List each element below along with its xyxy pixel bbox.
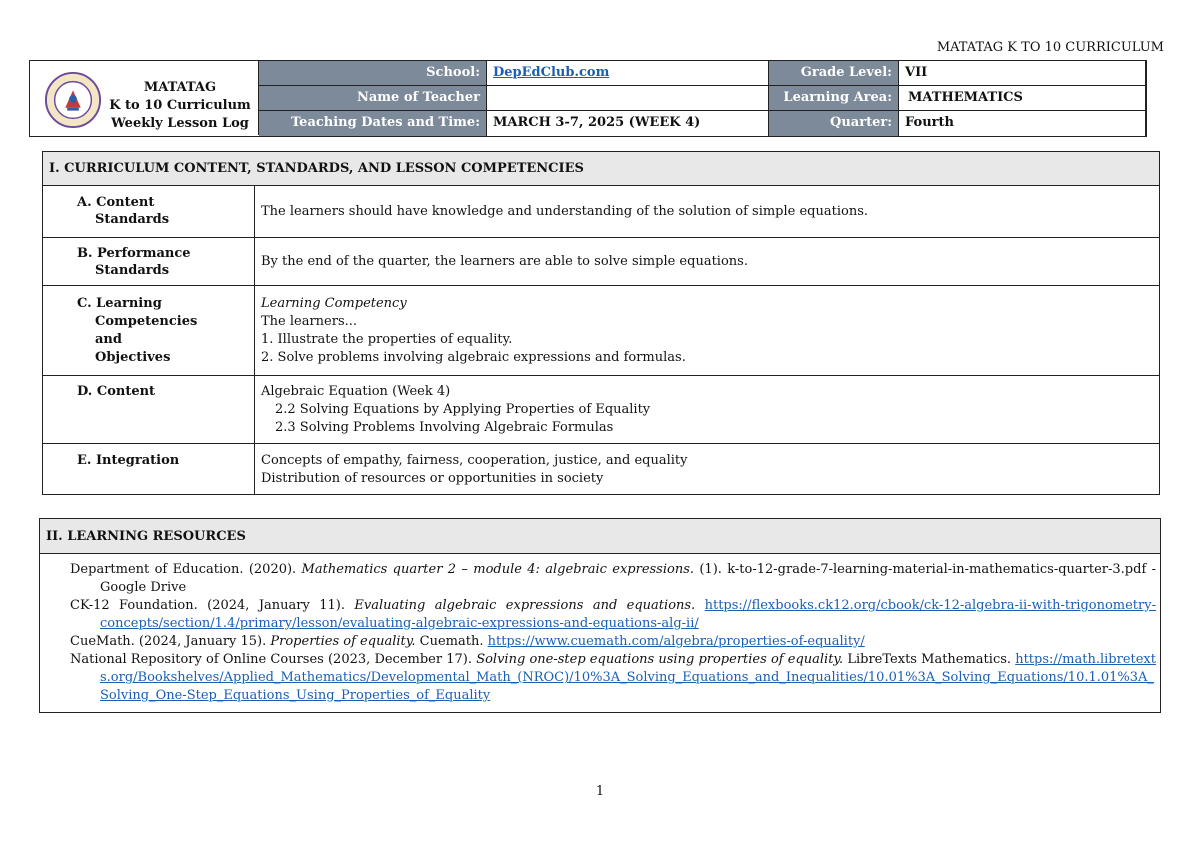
page-number: 1 — [595, 784, 605, 799]
performance-standards-text: By the end of the quarter, the learners are able to solve simple equations. — [261, 254, 748, 269]
learning-area-label: Learning Area: — [769, 86, 899, 111]
header-row-teacher — [259, 86, 1146, 111]
competencies-text: Learning Competency The learners... 1. Illustrate the properties of equality. 2. Solve problems involving algebraic expressions and formulas. — [261, 296, 686, 365]
reference-item: Department of Education. (2020). Mathematics quarter 2 – module 4: algebraic expressions. (1). k-to-12-grade-7-learning-material-in-mathematics-quarter-3.pdf - Google Drive — [70, 562, 1156, 595]
content-standards-label: A. Content Standards — [43, 186, 255, 237]
grade-level-label: Grade Level: — [769, 61, 899, 86]
reference-list — [70, 561, 1156, 705]
logo-line-2: K to 10 Curriculum — [109, 98, 251, 113]
content-text: Algebraic Equation (Week 4) 2.2 Solving Equations by Applying Properties of Equality 2.3 Solving Problems Involving Algebraic Formulas — [261, 384, 651, 435]
performance-standards-row — [43, 238, 1159, 286]
section1-title: I. CURRICULUM CONTENT, STANDARDS, AND LESSON COMPETENCIES — [43, 152, 1159, 186]
integration-label: E. Integration — [43, 444, 255, 494]
competencies-row — [43, 286, 1159, 376]
performance-standards-label: B. Performance Standards — [43, 238, 255, 285]
content-label: D. Content — [43, 376, 255, 443]
quarter-label: Quarter: — [769, 111, 899, 136]
page-header-text: MATATAG K TO 10 CURRICULUM — [936, 40, 1164, 55]
school-label: School: — [259, 61, 487, 86]
competencies-label: C. Learning Competencies and Objectives — [43, 286, 255, 375]
teaching-dates-label: Teaching Dates and Time: — [259, 111, 487, 136]
reference-item: CK-12 Foundation. (2024, January 11). Evaluating algebraic expressions and equations. https://flexbooks.ck12.org/cbook/ck-12-algebra-ii-with-trigonometry-concepts/section/1.4/primary/lesson/evaluating-algebraic-expressions-and-equations-alg-ii/ — [70, 598, 1156, 631]
teacher-label: Name of Teacher — [259, 86, 487, 111]
learning-area-value: MATHEMATICS — [899, 86, 1146, 111]
content-standards-text: The learners should have knowledge and understanding of the solution of simple equations. — [261, 204, 869, 219]
content-row — [43, 376, 1159, 444]
logo-cell — [30, 61, 259, 135]
school-link[interactable]: DepEdClub.com — [487, 61, 769, 86]
integration-text: Concepts of empathy, fairness, cooperation, justice, and equality Distribution of resources or opportunities in society — [261, 453, 688, 486]
content-standards-row — [43, 186, 1159, 238]
logo-title — [105, 79, 255, 133]
quarter-value: Fourth — [899, 111, 1146, 136]
reference-item: CueMath. (2024, January 15). Properties of equality. Cuemath. https://www.cuemath.com/algebra/properties-of-equality/ — [70, 634, 865, 649]
reference-item: National Repository of Online Courses (2023, December 17). Solving one-step equations using properties of equality. LibreTexts Mathematics. https://math.libretexts.org/Bookshelves/Applied_Mathematics/Developmental_Math_(NROC)/10%3A_Solving_Equations_and_Inequalities/10.01%3A_Solving_Equations/10.1.01%3A_Solving_One-Step_Equations_Using_Properties_of_Equality — [70, 652, 1156, 703]
grade-level-value: VII — [899, 61, 1146, 86]
teacher-value — [487, 86, 769, 111]
curriculum-section — [42, 151, 1160, 495]
header-row-dates — [259, 111, 1146, 136]
logo-line-3: Weekly Lesson Log — [111, 116, 249, 131]
lesson-log-header — [29, 60, 1147, 137]
libretexts-link[interactable]: https://math.libretexts.org/Bookshelves/Applied_Mathematics/Developmental_Math_(NROC)/10%3A_Solving_Equations_and_Inequalities/10.01%3A_Solving_Equations/10.1.01%3A_Solving_One-Step_Equations_Using_Properties_of_Equality — [100, 652, 1156, 703]
header-row-school — [259, 61, 1146, 86]
section2-title: II. LEARNING RESOURCES — [40, 519, 1160, 554]
ck12-link[interactable]: https://flexbooks.ck12.org/cbook/ck-12-algebra-ii-with-trigonometry-concepts/section/1.4/primary/lesson/evaluating-algebraic-expressions-and-equations-alg-ii/ — [100, 598, 1156, 631]
learning-resources-section — [39, 518, 1161, 713]
deped-seal-icon — [44, 71, 102, 129]
cuemath-link[interactable]: https://www.cuemath.com/algebra/properties-of-equality/ — [487, 634, 865, 649]
integration-row — [43, 444, 1159, 494]
teaching-dates-value: MARCH 3-7, 2025 (WEEK 4) — [487, 111, 769, 136]
logo-line-1: MATATAG — [143, 80, 217, 95]
